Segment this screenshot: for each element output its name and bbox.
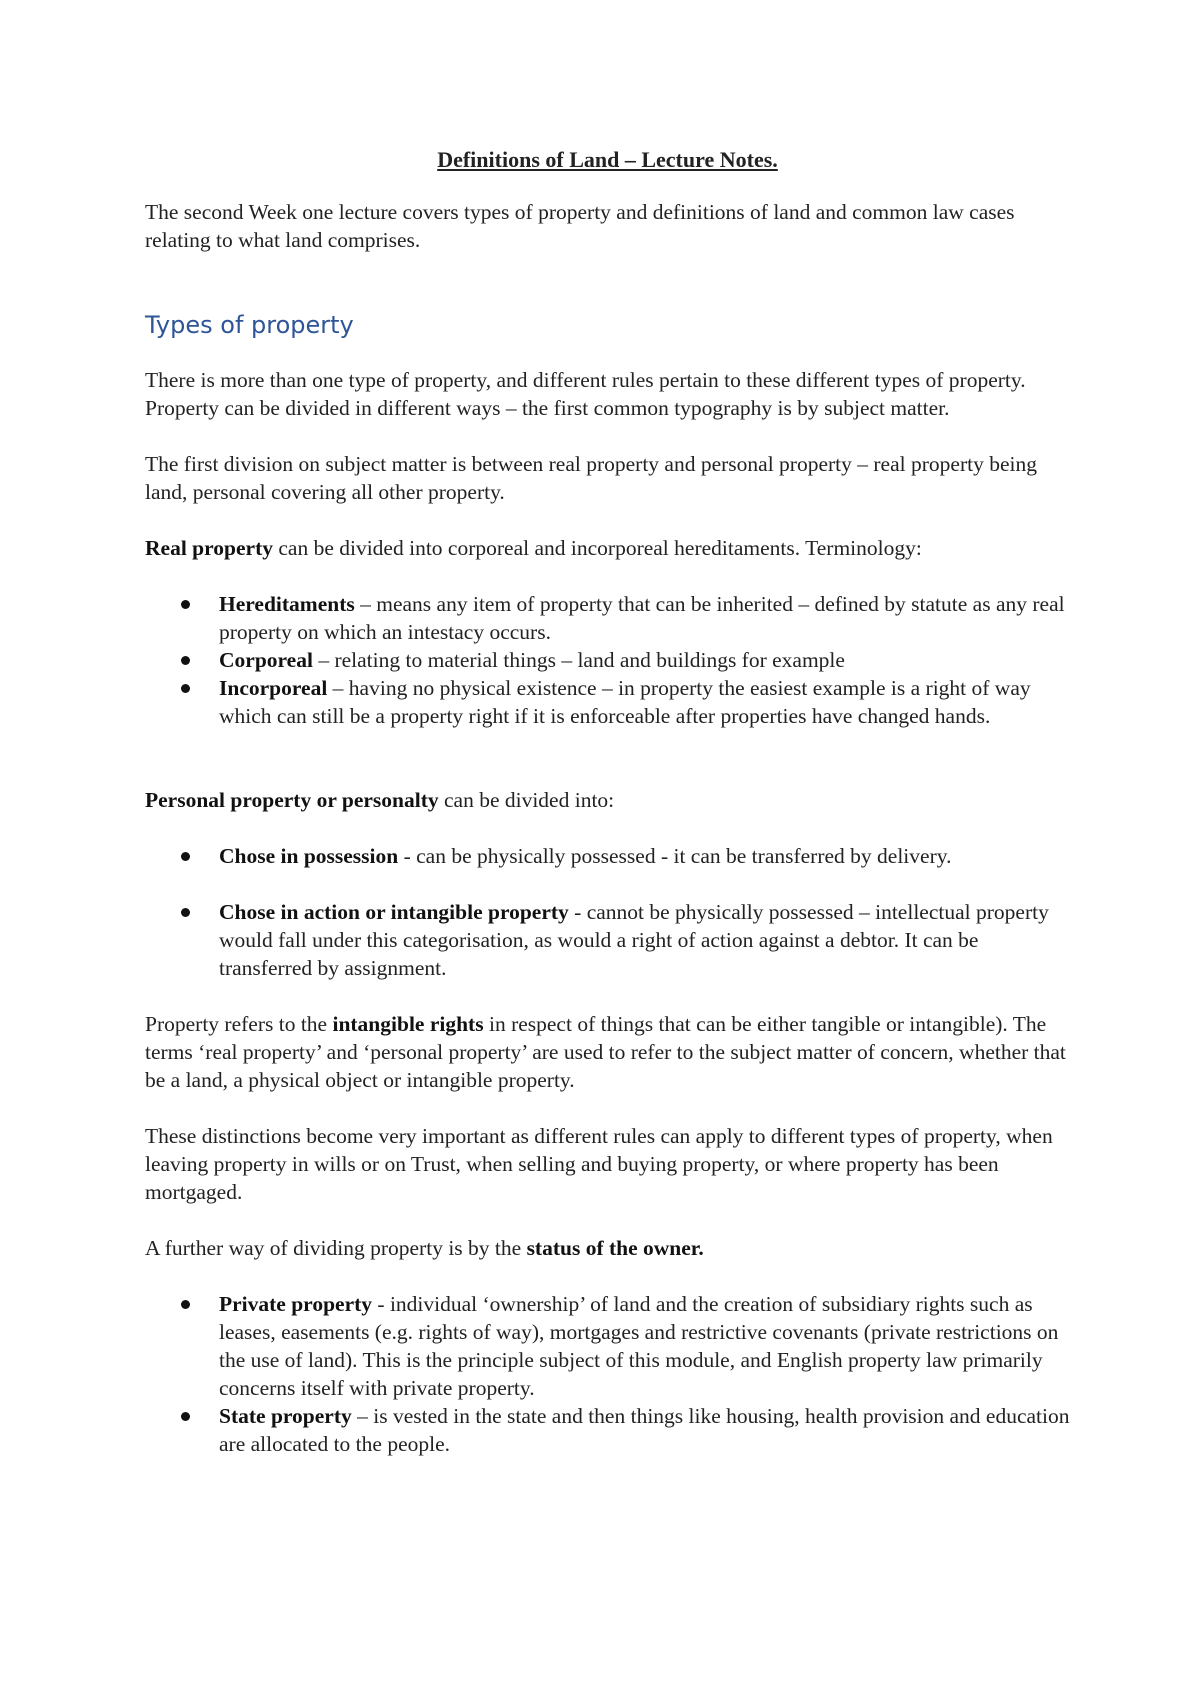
list-item-incorporeal [219, 674, 1070, 730]
paragraph-distinctions: These distinctions become very important as different rules can apply to different types of property, when leaving property in wills or on Trust, when selling and buying property, or where property has been mortgaged. [145, 1124, 1053, 1204]
bullet-icon [181, 684, 190, 693]
bullet-icon [181, 656, 190, 665]
bullet-icon [181, 908, 190, 917]
bullet-icon [181, 1412, 190, 1421]
text-run: Property refers to the [145, 1012, 333, 1036]
real-property-term: Real property [145, 536, 273, 560]
list-item-private-property [219, 1290, 1070, 1402]
list-item-corporeal [219, 646, 1070, 674]
list-item-text: - cannot be physically possessed – intellectual property would fall under this categorisation, as would a right of action against a debtor. It can be transferred by assignment. [219, 900, 1049, 980]
intangible-rights-term: intangible rights [332, 1012, 484, 1036]
paragraph-types: There is more than one type of property, and different rules pertain to these different types of property. Property can be divided in different ways – the first common typography is by subject matter. [145, 368, 1026, 420]
list-item-chose-in-action [219, 898, 1070, 982]
bullet-icon [181, 600, 190, 609]
real-property-list [145, 590, 1070, 730]
list-item-hereditaments [219, 590, 1070, 646]
intro-paragraph: The second Week one lecture covers types of property and definitions of land and common law cases relating to what land comprises. [145, 200, 1015, 252]
list-item-term: Corporeal [219, 648, 313, 672]
personal-property-term: Personal property or personalty [145, 788, 439, 812]
status-of-owner-term: status of the owner. [526, 1236, 704, 1260]
paragraph-intangible-rights [145, 1010, 1070, 1094]
document-title: Definitions of Land – Lecture Notes. [437, 147, 778, 172]
bullet-icon [181, 1300, 190, 1309]
list-item-term: Incorporeal [219, 676, 328, 700]
text-run: A further way of dividing property is by the [145, 1236, 527, 1260]
list-item-chose-in-possession [219, 842, 1070, 870]
section-heading-types-of-property: Types of property [145, 311, 354, 339]
paragraph-status-of-owner [145, 1234, 1070, 1262]
paragraph-real-property [145, 534, 1070, 562]
list-item-text: – means any item of property that can be inherited – defined by statute as any real property on which an intestacy occurs. [219, 592, 1065, 644]
list-item-text: – having no physical existence – in property the easiest example is a right of way which can still be a property right if it is enforceable after properties have changed hands. [219, 676, 1031, 728]
personal-property-text: can be divided into: [438, 788, 615, 812]
list-item-term: Chose in possession [219, 844, 399, 868]
real-property-text: can be divided into corporeal and incorporeal hereditaments. Terminology: [272, 536, 922, 560]
spacer [145, 758, 1070, 786]
paragraph-subject-matter: The first division on subject matter is between real property and personal property – real property being land, personal covering all other property. [145, 452, 1037, 504]
list-item-term: State property [219, 1404, 352, 1428]
bullet-icon [181, 852, 190, 861]
list-item-text: - individual ‘ownership’ of land and the creation of subsidiary rights such as leases, easements (e.g. rights of way), mortgages and restrictive covenants (private restrictions on the use of land). This is the principle subject of this module, and English property law primarily concerns itself with private property. [219, 1292, 1059, 1400]
paragraph-personal-property [145, 786, 1070, 814]
list-item-text: - can be physically possessed - it can be transferred by delivery. [398, 844, 952, 868]
list-item-term: Private property [219, 1292, 373, 1316]
text-run: in respect of things that can be either tangible or intangible). The terms ‘real property’ and ‘personal property’ are used to refer to the subject matter of concern, whether that be a land, a physical object or intangible property. [145, 1012, 1066, 1092]
list-item-term: Chose in action or intangible property [219, 900, 569, 924]
list-item-text: – relating to material things – land and buildings for example [312, 648, 845, 672]
list-item-state-property [219, 1402, 1070, 1458]
personal-property-list [145, 842, 1070, 982]
list-item-text: – is vested in the state and then things like housing, health provision and education are allocated to the people. [219, 1404, 1070, 1456]
owner-status-list [145, 1290, 1070, 1458]
list-item-term: Hereditaments [219, 592, 355, 616]
